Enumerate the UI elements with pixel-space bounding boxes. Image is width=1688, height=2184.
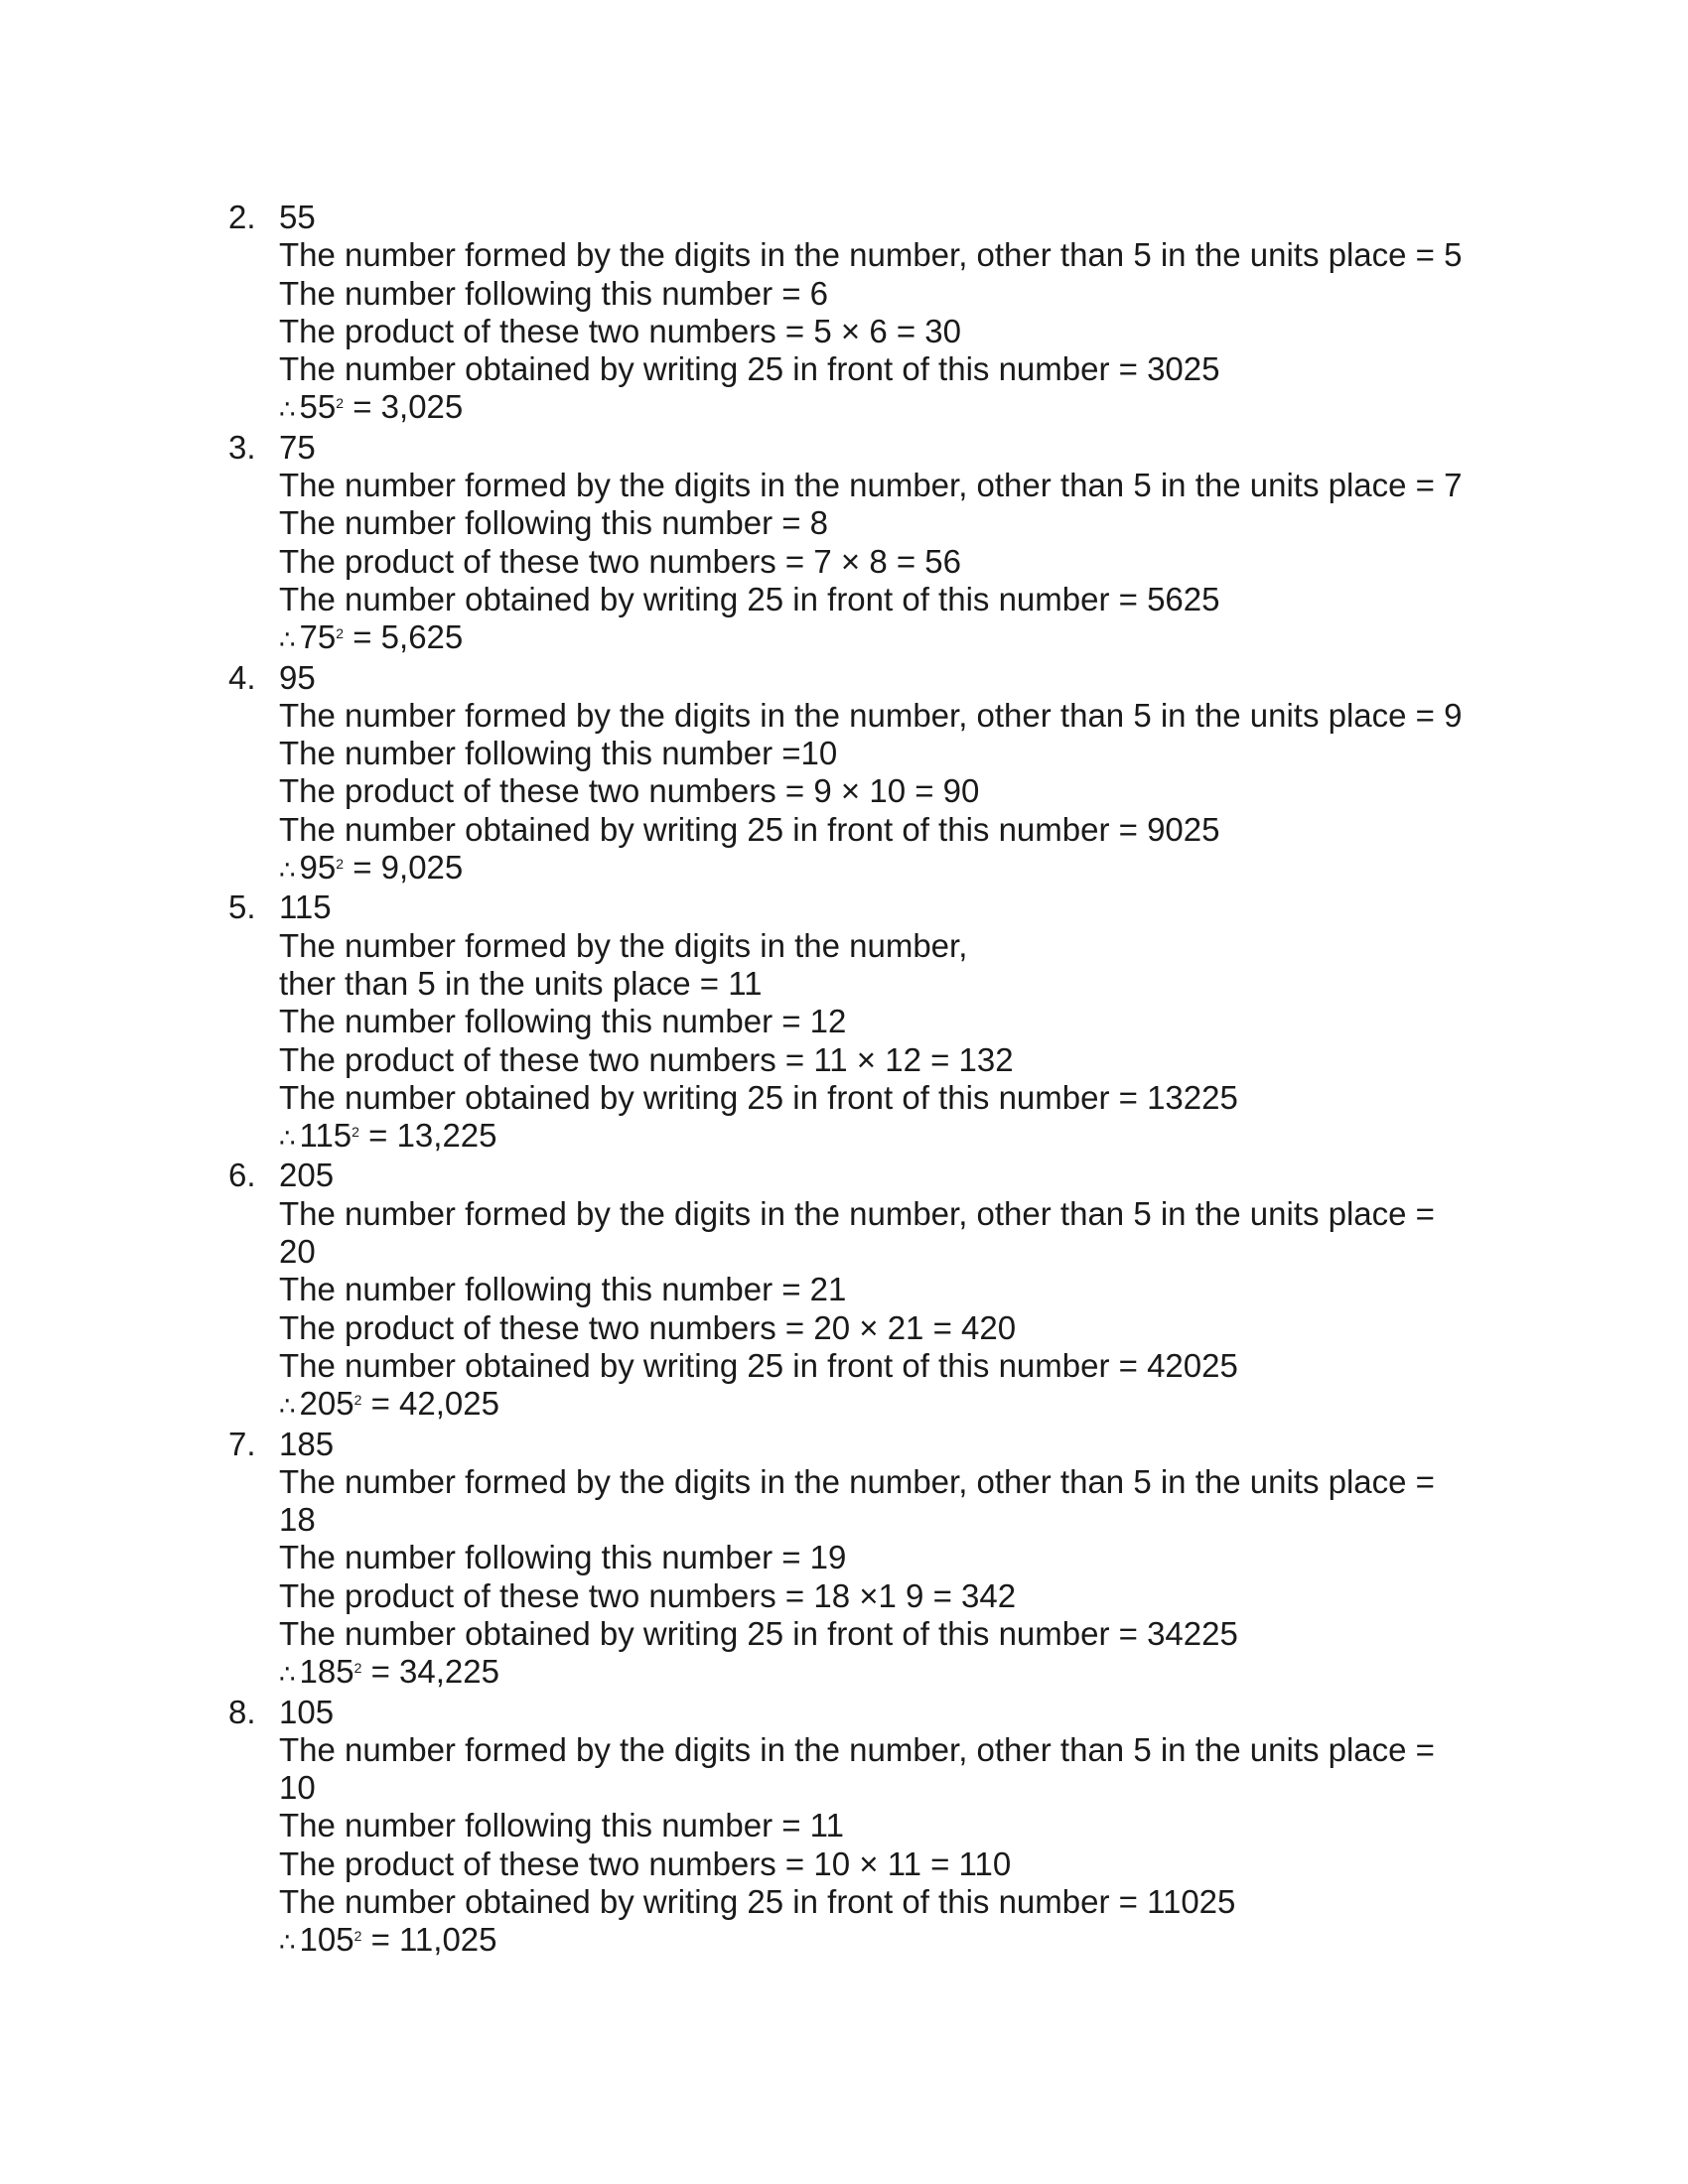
item-number: 4. [228,658,256,696]
step-line: The product of these two numbers = 10 × 11 = 110 [279,1844,1012,1882]
step-line: The number following this number = 11 [279,1807,844,1844]
step-line: The number formed by the digits in the number, other than 5 in the units place = [279,1730,1435,1768]
item-value: 115 [279,888,332,926]
step-line: The number obtained by writing 25 in front of this number = 34225 [279,1614,1238,1652]
step-line: ther than 5 in the units place = 11 [279,964,763,1002]
therefore-symbol: ∴ [279,624,296,655]
result-base: 115 [299,1117,352,1155]
step-line: The number formed by the digits in the number, [279,926,968,964]
result-line [279,1117,1490,1157]
therefore-symbol: ∴ [279,855,296,886]
item-value: 75 [279,428,316,466]
step-line: The number obtained by writing 25 in front of this number = 3025 [279,350,1220,388]
step-line: The product of these two numbers = 5 × 6 = 30 [279,312,962,349]
therefore-symbol: ∴ [279,394,296,425]
item-body [279,888,1490,1157]
result-base: 75 [299,618,337,656]
step-line: The product of these two numbers = 20 × 21 = 420 [279,1308,1017,1346]
step-line: 18 [279,1501,316,1539]
step-line: The product of these two numbers = 9 × 10 = 90 [279,772,980,810]
item-number: 6. [228,1157,256,1194]
step-line: The number following this number = 6 [279,274,829,312]
item-number: 5. [228,888,256,926]
step-line: The number following this number =10 [279,735,838,772]
item-value: 105 [279,1693,335,1730]
step-line: The number following this number = 12 [279,1003,847,1040]
result-value: = 11,025 [361,1921,497,1959]
result-exponent: 2 [336,625,345,642]
step-line: The number formed by the digits in the number, other than 5 in the units place = [279,1194,1435,1232]
result-value: = 9,025 [344,849,464,887]
step-line: The number following this number = 8 [279,504,829,542]
item-value: 95 [279,658,316,696]
list-item [0,659,1688,889]
list-item [0,429,1688,659]
step-line: The number obtained by writing 25 in front of this number = 42025 [279,1346,1238,1384]
item-body [279,659,1490,889]
result-line [279,1921,1490,1961]
item-number: 2. [228,199,256,235]
result-exponent: 2 [353,1660,362,1677]
list-item [0,199,1688,429]
therefore-symbol: ∴ [279,1927,296,1958]
item-body [279,1426,1490,1694]
result-line [279,1653,1490,1693]
result-base: 185 [299,1653,354,1691]
step-line: The number formed by the digits in the number, other than 5 in the units place = 7 [279,467,1463,504]
item-number: 3. [228,428,256,466]
step-line: The number obtained by writing 25 in front of this number = 13225 [279,1078,1238,1116]
step-line: The number following this number = 21 [279,1271,847,1308]
item-body [279,1694,1490,1962]
list-item [0,1694,1688,1962]
item-body [279,429,1490,659]
item-number: 8. [228,1693,256,1730]
result-line [279,388,1490,428]
step-line: The number following this number = 19 [279,1539,847,1576]
item-value: 185 [279,1425,335,1462]
result-exponent: 2 [353,1928,362,1945]
result-line [279,618,1490,658]
step-line: 20 [279,1233,316,1271]
step-line: The number obtained by writing 25 in front of this number = 11025 [279,1883,1236,1921]
result-base: 205 [299,1385,354,1423]
result-base: 55 [299,388,337,426]
item-value: 205 [279,1157,335,1194]
result-line [279,1385,1490,1425]
result-value: = 13,225 [358,1117,497,1155]
item-value: 55 [279,199,316,235]
result-exponent: 2 [336,395,345,412]
therefore-symbol: ∴ [279,1659,296,1690]
step-line: The number obtained by writing 25 in front of this number = 5625 [279,580,1220,617]
list-item [0,1426,1688,1694]
result-value: = 34,225 [361,1653,499,1691]
result-base: 105 [299,1921,354,1959]
therefore-symbol: ∴ [279,1123,296,1154]
result-exponent: 2 [352,1124,359,1141]
result-value: = 3,025 [344,388,464,426]
result-exponent: 2 [336,856,345,873]
step-line: The number formed by the digits in the number, other than 5 in the units place = 9 [279,696,1463,734]
item-body [279,1157,1490,1425]
step-line: The product of these two numbers = 11 × 12 = 132 [279,1040,1014,1078]
step-line: 10 [279,1769,316,1807]
step-line: The number formed by the digits in the number, other than 5 in the units place = [279,1462,1435,1500]
result-line [279,849,1490,888]
result-value: = 5,625 [344,618,464,656]
document-page [0,199,1688,1962]
result-exponent: 2 [353,1392,362,1409]
list-item [0,1157,1688,1425]
item-body [279,199,1490,429]
step-line: The number obtained by writing 25 in front of this number = 9025 [279,810,1220,848]
item-number: 7. [228,1425,256,1462]
result-base: 95 [299,849,337,887]
result-value: = 42,025 [361,1385,499,1423]
therefore-symbol: ∴ [279,1391,296,1422]
step-line: The product of these two numbers = 7 × 8 = 56 [279,542,962,580]
step-line: The product of these two numbers = 18 ×1 9 = 342 [279,1576,1017,1614]
step-line: The number formed by the digits in the number, other than 5 in the units place = 5 [279,236,1463,274]
list-item [0,888,1688,1157]
